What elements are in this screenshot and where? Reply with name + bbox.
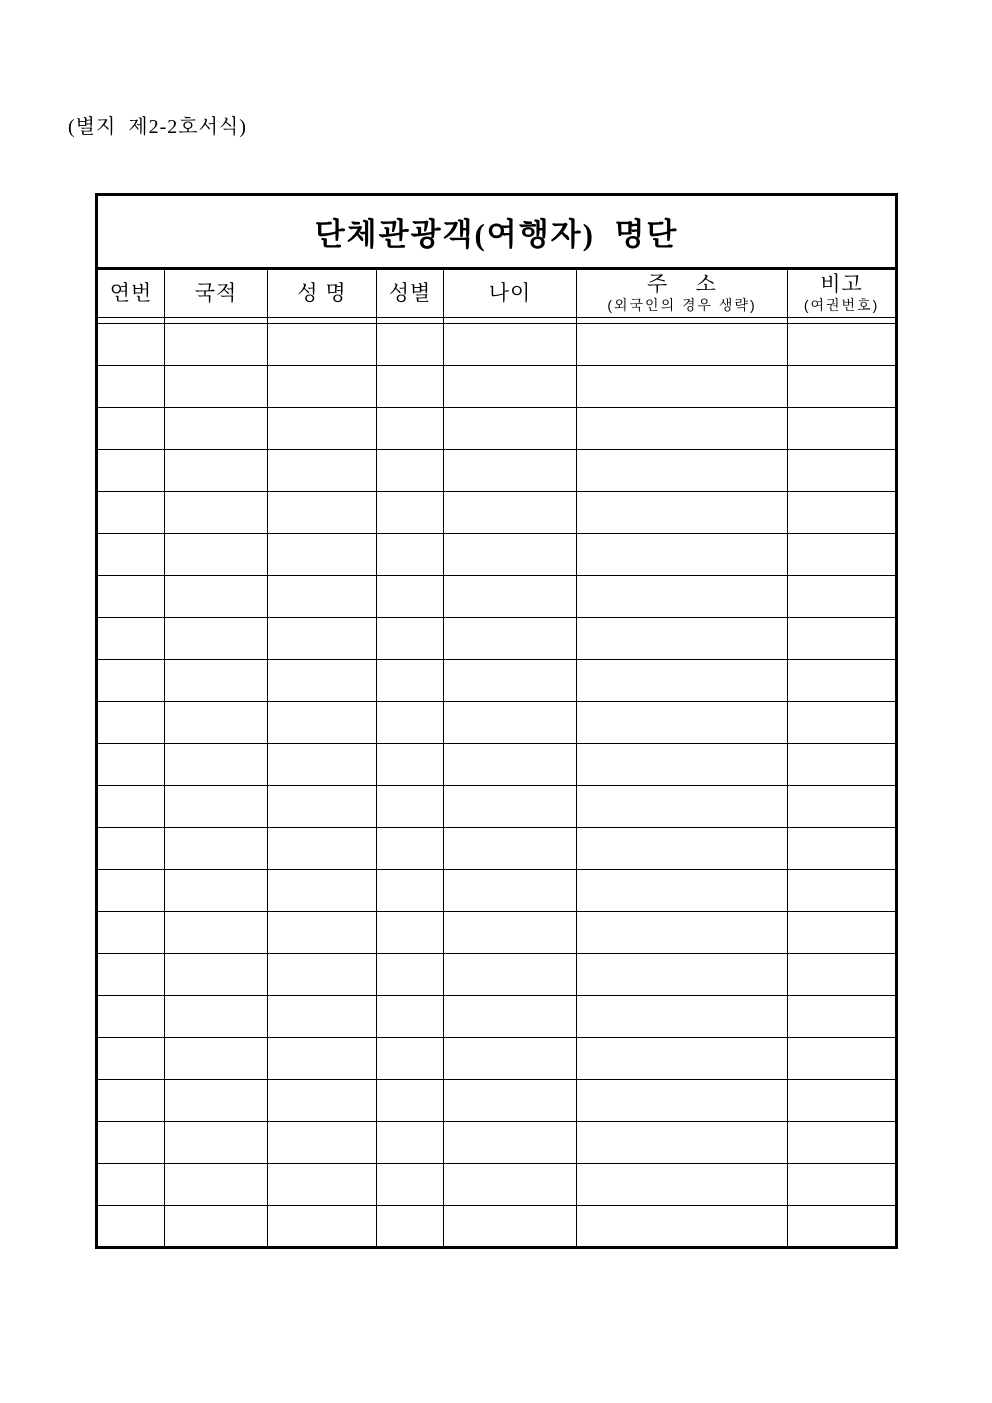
column-header-subnote: (외국인의 경우 생략)	[607, 297, 757, 313]
table-cell	[97, 366, 165, 408]
table-cell	[377, 870, 444, 912]
table-row	[97, 1038, 897, 1080]
column-header-label: 나이	[488, 281, 532, 305]
table-cell	[444, 1122, 577, 1164]
table-cell	[444, 576, 577, 618]
table-cell	[577, 702, 788, 744]
table-cell	[377, 702, 444, 744]
table-row	[97, 828, 897, 870]
table-cell	[97, 534, 165, 576]
table-cell	[444, 1164, 577, 1206]
table-cell	[377, 492, 444, 534]
table-cell	[165, 1080, 268, 1122]
table-row	[97, 576, 897, 618]
table-row	[97, 870, 897, 912]
column-header-age	[444, 269, 577, 318]
table-cell	[165, 1122, 268, 1164]
table-cell	[97, 576, 165, 618]
table-row	[97, 744, 897, 786]
table-cell	[165, 1038, 268, 1080]
table-cell	[577, 492, 788, 534]
table-cell	[97, 1038, 165, 1080]
table-cell	[577, 450, 788, 492]
table-cell	[268, 702, 377, 744]
table-cell	[268, 912, 377, 954]
table-cell	[788, 576, 897, 618]
form-reference-label: (별지 제2-2호서식)	[68, 116, 247, 138]
column-header-address	[577, 269, 788, 318]
table-cell	[377, 660, 444, 702]
table-cell	[377, 450, 444, 492]
table-cell	[444, 534, 577, 576]
table-cell	[788, 1080, 897, 1122]
table-cell	[268, 744, 377, 786]
table-cell	[788, 618, 897, 660]
table-cell	[97, 786, 165, 828]
table-cell	[577, 1080, 788, 1122]
table-cell	[165, 534, 268, 576]
table-cell	[444, 660, 577, 702]
table-cell	[444, 702, 577, 744]
table-cell	[444, 1206, 577, 1248]
table-cell	[268, 450, 377, 492]
table-row	[97, 1206, 897, 1248]
table-cell	[788, 1038, 897, 1080]
table-cell	[444, 996, 577, 1038]
table-cell	[577, 744, 788, 786]
table-cell	[444, 1080, 577, 1122]
table-row	[97, 702, 897, 744]
table-cell	[377, 996, 444, 1038]
table-cell	[165, 786, 268, 828]
table-cell	[97, 408, 165, 450]
table-cell	[97, 996, 165, 1038]
table-cell	[377, 1122, 444, 1164]
column-header-label: 성 명	[297, 281, 347, 305]
table-cell	[377, 324, 444, 366]
table-row	[97, 996, 897, 1038]
table-row	[97, 954, 897, 996]
table-cell	[165, 912, 268, 954]
table-cell	[377, 1206, 444, 1248]
table-cell	[97, 870, 165, 912]
table-cell	[268, 660, 377, 702]
column-header-serial-no	[97, 269, 165, 318]
table-cell	[577, 912, 788, 954]
table-cell	[377, 576, 444, 618]
table-cell	[788, 450, 897, 492]
table-cell	[444, 954, 577, 996]
table-cell	[97, 1122, 165, 1164]
table-cell	[788, 1122, 897, 1164]
table-cell	[444, 618, 577, 660]
table-cell	[577, 618, 788, 660]
table-cell	[268, 408, 377, 450]
table-cell	[268, 492, 377, 534]
table-cell	[788, 954, 897, 996]
table-cell	[97, 1206, 165, 1248]
table-cell	[377, 744, 444, 786]
column-header-label: 연번	[109, 281, 153, 305]
table-cell	[377, 618, 444, 660]
table-cell	[268, 828, 377, 870]
table-cell	[577, 1164, 788, 1206]
table-cell	[268, 954, 377, 996]
table-cell	[268, 1038, 377, 1080]
table-cell	[97, 912, 165, 954]
table-cell	[97, 324, 165, 366]
table-cell	[165, 1164, 268, 1206]
table-cell	[444, 744, 577, 786]
table-cell	[444, 492, 577, 534]
table-row	[97, 366, 897, 408]
table-cell	[788, 492, 897, 534]
table-cell	[788, 870, 897, 912]
table-title-cell	[97, 195, 897, 269]
table-cell	[97, 660, 165, 702]
column-header-name	[268, 269, 377, 318]
table-cell	[788, 786, 897, 828]
table-cell	[165, 1206, 268, 1248]
table-row	[97, 660, 897, 702]
table-cell	[788, 744, 897, 786]
table-cell	[577, 366, 788, 408]
table-cell	[577, 324, 788, 366]
table-cell	[97, 954, 165, 996]
table-cell	[268, 534, 377, 576]
table-cell	[788, 408, 897, 450]
table-cell	[268, 1122, 377, 1164]
column-header-label: 주 소	[647, 273, 717, 296]
table-cell	[377, 912, 444, 954]
table-row	[97, 1080, 897, 1122]
table-cell	[97, 702, 165, 744]
table-row	[97, 534, 897, 576]
table-cell	[268, 1206, 377, 1248]
table-row	[97, 618, 897, 660]
table-row	[97, 408, 897, 450]
table-cell	[444, 450, 577, 492]
table-cell	[97, 1164, 165, 1206]
table-cell	[377, 786, 444, 828]
table-cell	[577, 870, 788, 912]
table-row	[97, 912, 897, 954]
table-cell	[788, 912, 897, 954]
table-row	[97, 1164, 897, 1206]
table-cell	[165, 324, 268, 366]
table-cell	[268, 324, 377, 366]
table-cell	[577, 408, 788, 450]
table-cell	[444, 912, 577, 954]
table-cell	[377, 828, 444, 870]
table-cell	[377, 1038, 444, 1080]
table-cell	[165, 996, 268, 1038]
table-cell	[377, 1080, 444, 1122]
table-cell	[577, 534, 788, 576]
table-cell	[268, 786, 377, 828]
table-cell	[377, 534, 444, 576]
column-header-remarks	[788, 269, 897, 318]
table-cell	[788, 660, 897, 702]
table-cell	[97, 828, 165, 870]
table-cell	[577, 660, 788, 702]
table-cell	[97, 744, 165, 786]
table-cell	[165, 828, 268, 870]
table-cell	[268, 1080, 377, 1122]
table-cell	[577, 996, 788, 1038]
group-tourist-roster-table	[95, 193, 898, 1249]
table-cell	[165, 576, 268, 618]
column-header-label: 비고	[820, 273, 863, 296]
table-cell	[444, 870, 577, 912]
table-cell	[268, 576, 377, 618]
table-cell	[97, 450, 165, 492]
column-header-label: 성별	[388, 281, 432, 305]
table-cell	[165, 450, 268, 492]
table-title-row	[97, 195, 897, 269]
document-title: 단체관광객(여행자) 명단	[314, 217, 679, 252]
table-cell	[268, 1164, 377, 1206]
table-cell	[788, 534, 897, 576]
table-cell	[444, 1038, 577, 1080]
table-cell	[165, 366, 268, 408]
table-cell	[97, 492, 165, 534]
table-cell	[788, 996, 897, 1038]
table-cell	[268, 996, 377, 1038]
table-cell	[577, 1038, 788, 1080]
table-header-row	[97, 269, 897, 318]
table-row	[97, 492, 897, 534]
table-cell	[268, 870, 377, 912]
table-cell	[444, 408, 577, 450]
table-cell	[444, 786, 577, 828]
column-header-sex	[377, 269, 444, 318]
table-cell	[788, 324, 897, 366]
table-cell	[444, 366, 577, 408]
table-cell	[165, 744, 268, 786]
table-cell	[788, 828, 897, 870]
table-cell	[165, 870, 268, 912]
table-cell	[577, 1122, 788, 1164]
table-cell	[377, 1164, 444, 1206]
table-row	[97, 786, 897, 828]
table-cell	[268, 618, 377, 660]
table-cell	[444, 324, 577, 366]
table-cell	[788, 1164, 897, 1206]
table-cell	[788, 366, 897, 408]
table-cell	[577, 1206, 788, 1248]
table-cell	[577, 828, 788, 870]
table-row	[97, 450, 897, 492]
table-cell	[97, 618, 165, 660]
table-row	[97, 324, 897, 366]
table-row	[97, 1122, 897, 1164]
table-cell	[788, 1206, 897, 1248]
table-cell	[165, 954, 268, 996]
table-cell	[377, 408, 444, 450]
table-cell	[788, 702, 897, 744]
column-header-label: 국적	[194, 281, 238, 305]
table-cell	[165, 492, 268, 534]
table-cell	[577, 576, 788, 618]
table-cell	[165, 660, 268, 702]
table-cell	[444, 828, 577, 870]
table-cell	[377, 954, 444, 996]
table-cell	[268, 366, 377, 408]
column-header-subnote: (여권번호)	[803, 297, 880, 313]
table-cell	[377, 366, 444, 408]
table-cell	[165, 618, 268, 660]
column-header-nationality	[165, 269, 268, 318]
table-cell	[97, 1080, 165, 1122]
table-cell	[577, 786, 788, 828]
table-cell	[165, 702, 268, 744]
table-cell	[577, 954, 788, 996]
table-cell	[165, 408, 268, 450]
